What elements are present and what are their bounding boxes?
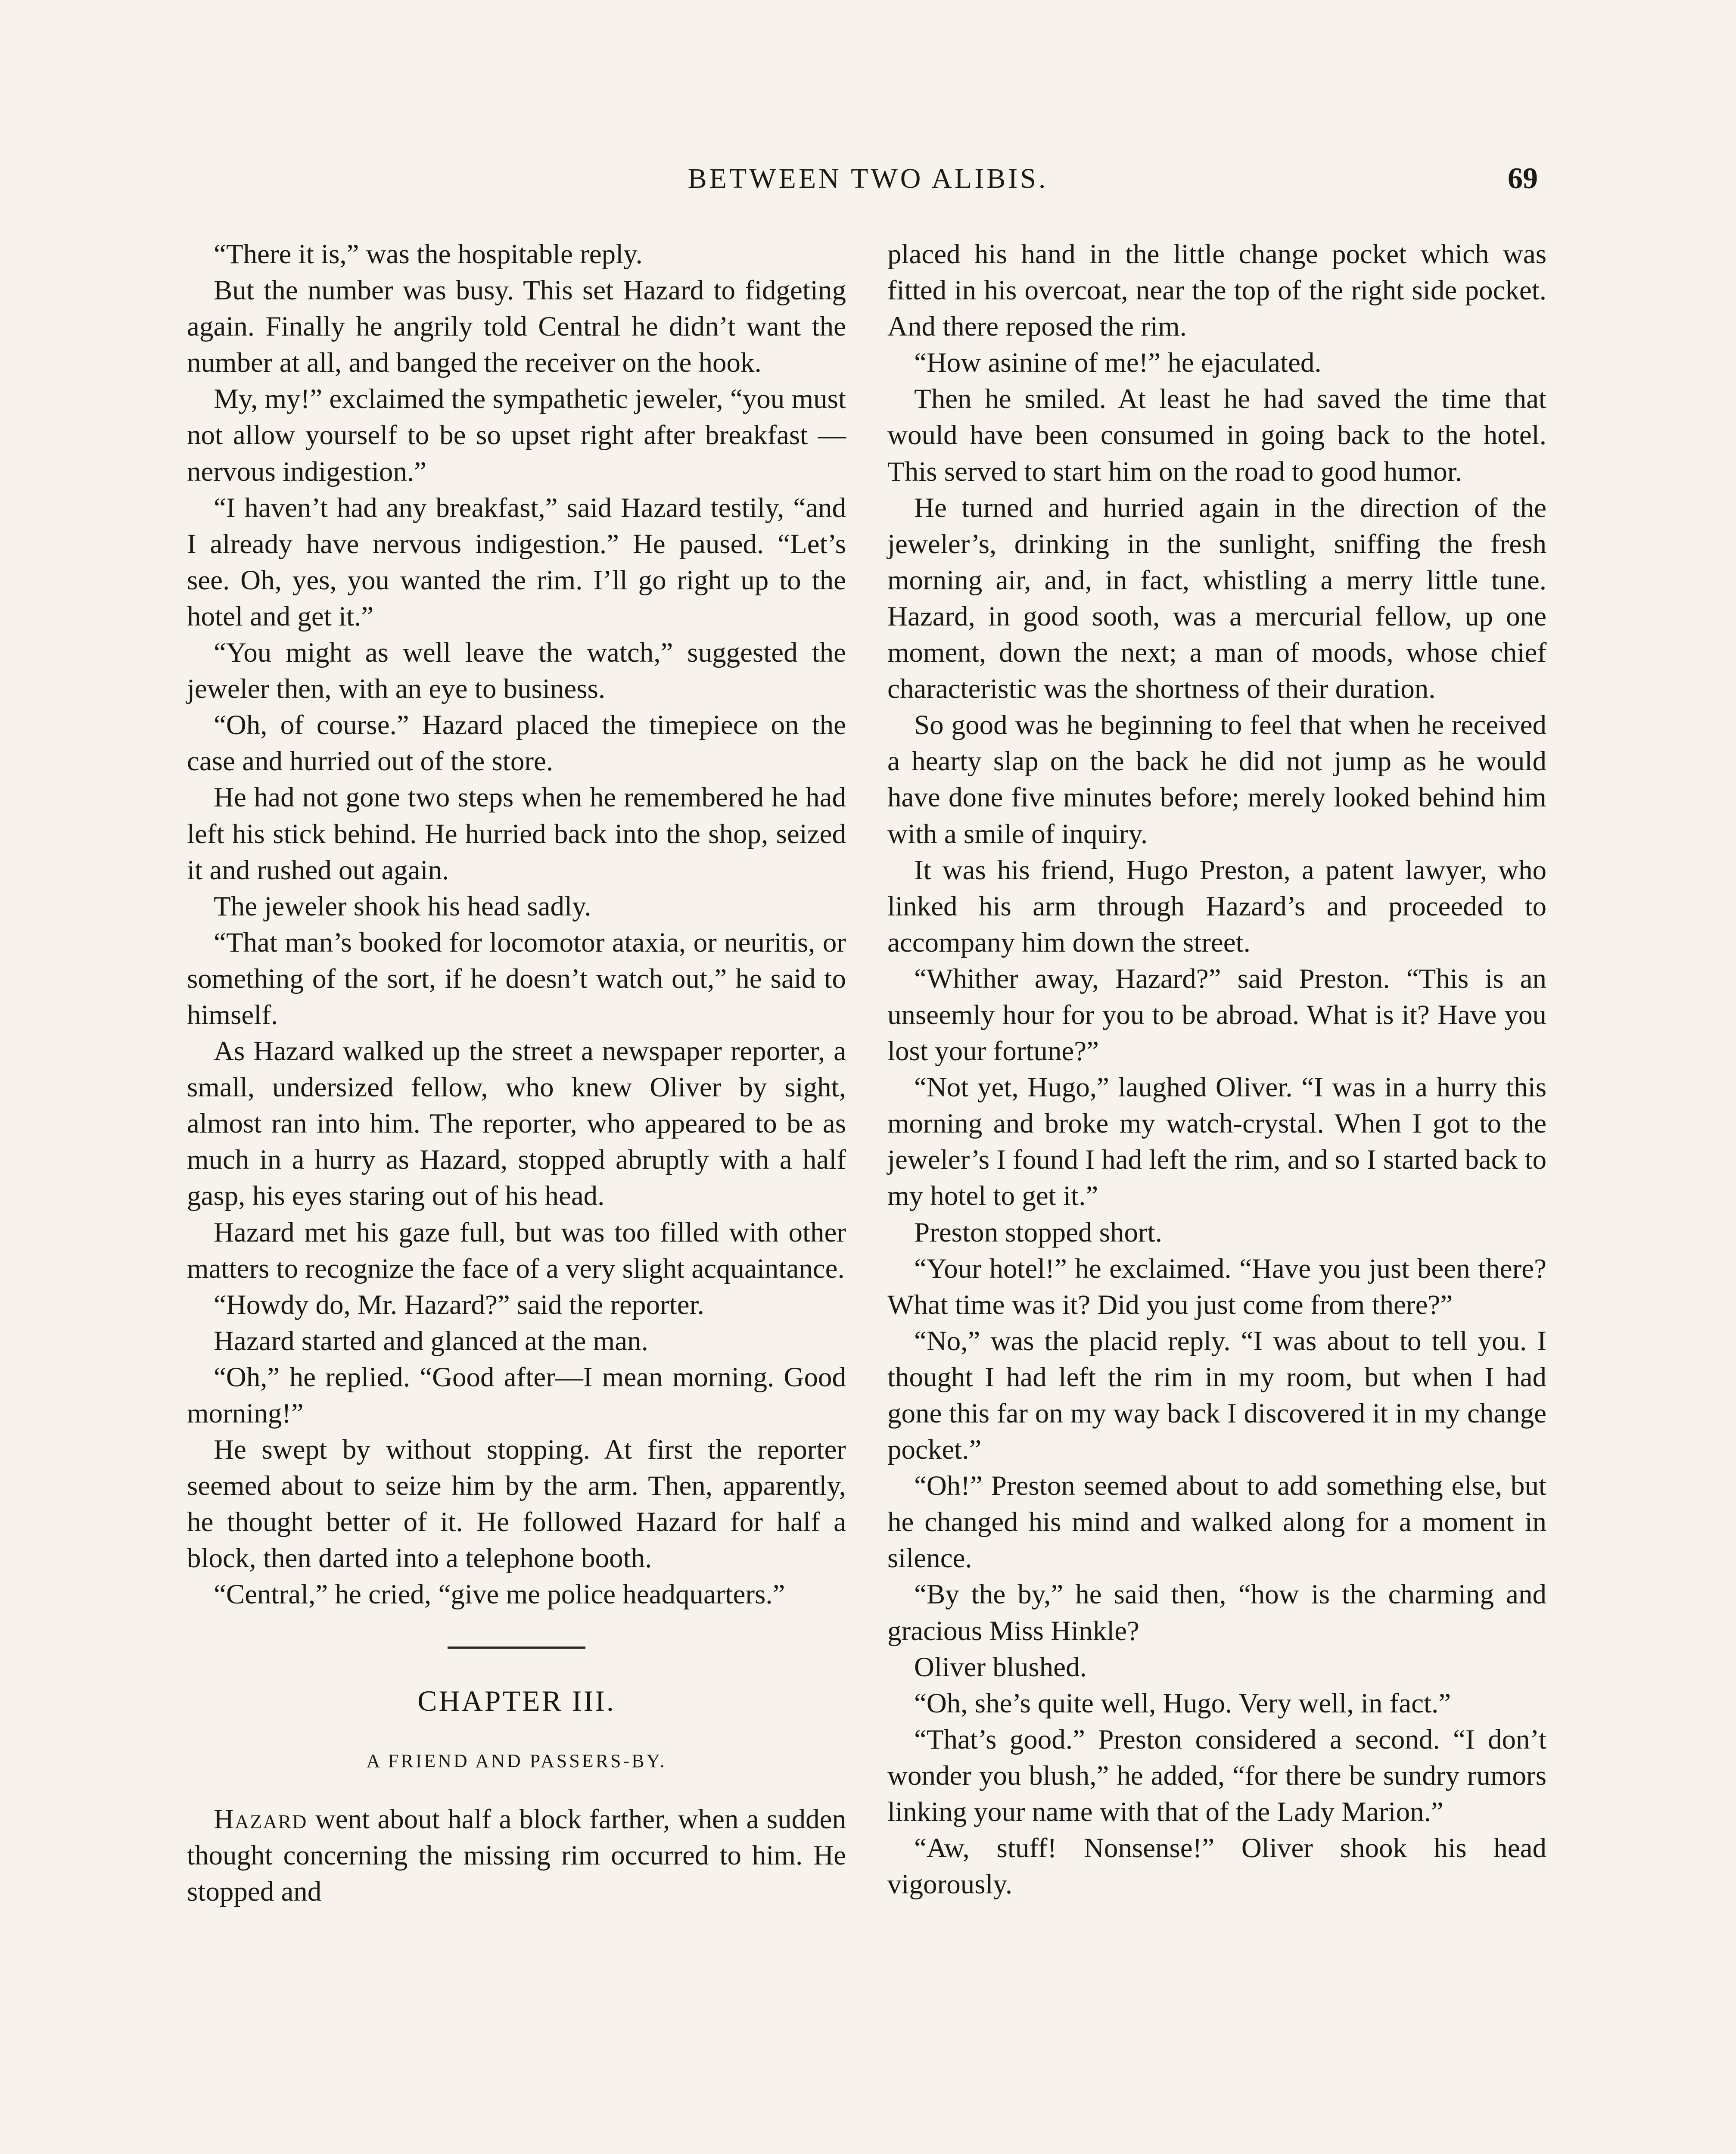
paragraph: “You might as well leave the watch,” suggested the jeweler then, with an eye to business. [187, 637, 846, 705]
paragraph: He turned and hurried again in the direction of the jeweler’s, drinking in the sunlight, sniffing the fresh morning air, and, in fact, whistling a merry little tune. Hazard, in good sooth, was a mercurial fellow, up one moment, down the next; a man of moods, whose chief characteristic was the shortness of their duration. [887, 492, 1546, 705]
left-column [187, 236, 846, 1910]
paragraph: “How asinine of me!” he ejaculated. [914, 347, 1322, 379]
paragraph: “Central,” he cried, “give me police headquarters.” [214, 1579, 785, 1610]
paragraph: He had not gone two steps when he remembered he had left his stick behind. He hurried back into the shop, seized it and rushed out again. [187, 782, 846, 886]
section-divider [448, 1647, 585, 1649]
paragraph: “Oh!” Preston seemed about to add something else, but he changed his mind and walked along for a moment in silence. [887, 1470, 1546, 1574]
paragraph: “Aw, stuff! Nonsense!” Oliver shook his head vigorously. [887, 1833, 1546, 1900]
paragraph: “No,” was the placid reply. “I was about to tell you. I thought I had left the rim in my room, but when I had gone this far on my way back I discovered it in my change pocket.” [887, 1325, 1546, 1466]
paragraph: “Howdy do, Mr. Hazard?” said the reporter. [214, 1289, 704, 1320]
paragraph: “That man’s booked for locomotor ataxia, or neuritis, or something of the sort, if he doesn’t watch out,” he said to himself. [187, 927, 846, 1030]
paragraph: Hazard started and glanced at the man. [214, 1325, 648, 1357]
paragraph: “Oh,” he replied. “Good after—I mean morning. Good morning!” [187, 1361, 846, 1429]
paragraph: “I haven’t had any breakfast,” said Hazard testily, “and I already have nervous indigestion.” He paused. “Let’s see. Oh, yes, you wanted the rim. I’ll go right up to the hotel and get it.” [187, 492, 846, 632]
paragraph: “There it is,” was the hospitable reply. [214, 239, 643, 270]
chapter-opening-text: went about half a block farther, when a sudden thought concerning the missing rim occurred to him. He stopped and [187, 1803, 846, 1907]
paragraph: “Oh, of course.” Hazard placed the timepiece on the case and hurried out of the store. [187, 710, 846, 777]
paragraph: But the number was busy. This set Hazard to fidgeting again. Finally he angrily told Central he didn’t want the number at all, and banged the receiver on the hook. [187, 275, 846, 379]
paragraph: Then he smiled. At least he had saved the time that would have been consumed in going back to the hotel. This served to start him on the road to good humor. [887, 383, 1546, 487]
paragraph: He swept by without stopping. At first the reporter seemed about to seize him by the arm. Then, apparently, he thought better of it. He followed Hazard for half a block, then darted into a telephone booth. [187, 1434, 846, 1574]
paragraph: Oliver blushed. [914, 1651, 1087, 1683]
right-column [887, 236, 1546, 1902]
paragraph: “Whither away, Hazard?” said Preston. “This is an unseemly hour for you to be abroad. What is it? Have you lost your fortune?” [887, 963, 1546, 1067]
paragraph: “By the by,” he said then, “how is the charming and gracious Miss Hinkle? [887, 1579, 1546, 1647]
paragraph: As Hazard walked up the street a newspaper reporter, a small, undersized fellow, who knew Oliver by sight, almost ran into him. The reporter, who appeared to be as much in a hurry as Hazard, stopped abruptly with a half gasp, his eyes staring out of his head. [187, 1036, 846, 1212]
paragraph: It was his friend, Hugo Preston, a patent lawyer, who linked his arm through Hazard’s and proceeded to accompany him down the street. [887, 854, 1546, 958]
chapter-title: CHAPTER III. [417, 1684, 616, 1717]
paragraph: “Not yet, Hugo,” laughed Oliver. “I was in a hurry this morning and broke my watch-crystal. When I got to the jeweler’s I found I had left the rim, and so I started back to my hotel to get it.” [887, 1072, 1546, 1212]
paragraph: “That’s good.” Preston considered a second. “I don’t wonder you blush,” he added, “for there be sundry rumors linking your name with that of the Lady Marion.” [887, 1724, 1546, 1828]
paragraph: “Your hotel!” he exclaimed. “Have you just been there? What time was it? Did you just come from there?” [887, 1253, 1546, 1320]
paragraph: “Oh, she’s quite well, Hugo. Very well, in fact.” [914, 1687, 1451, 1719]
paragraph: So good was he beginning to feel that when he received a hearty slap on the back he did not jump as he would have done five minutes before; merely looked behind him with a smile of inquiry. [887, 710, 1546, 850]
paragraph: My, my!” exclaimed the sympathetic jeweler, “you must not allow yourself to be so upset right after breakfast — nervous indigestion.” [187, 383, 846, 487]
continued-paragraph: placed his hand in the little change pocket which was fitted in his overcoat, near the top of the right side pocket. And there reposed the rim. [887, 239, 1546, 342]
running-head: BETWEEN TWO ALIBIS. [688, 163, 1048, 194]
paragraph: The jeweler shook his head sadly. [214, 890, 591, 922]
paragraph: Preston stopped short. [914, 1217, 1162, 1248]
paragraph: Hazard met his gaze full, but was too filled with other matters to recognize the face of a very slight acquaintance. [187, 1217, 846, 1284]
chapter-lead-word: Hazard [214, 1803, 308, 1835]
chapter-opening-paragraph [187, 1801, 846, 1910]
chapter-subtitle: A FRIEND AND PASSERS-BY. [366, 1750, 667, 1771]
page-number: 69 [1508, 162, 1538, 195]
